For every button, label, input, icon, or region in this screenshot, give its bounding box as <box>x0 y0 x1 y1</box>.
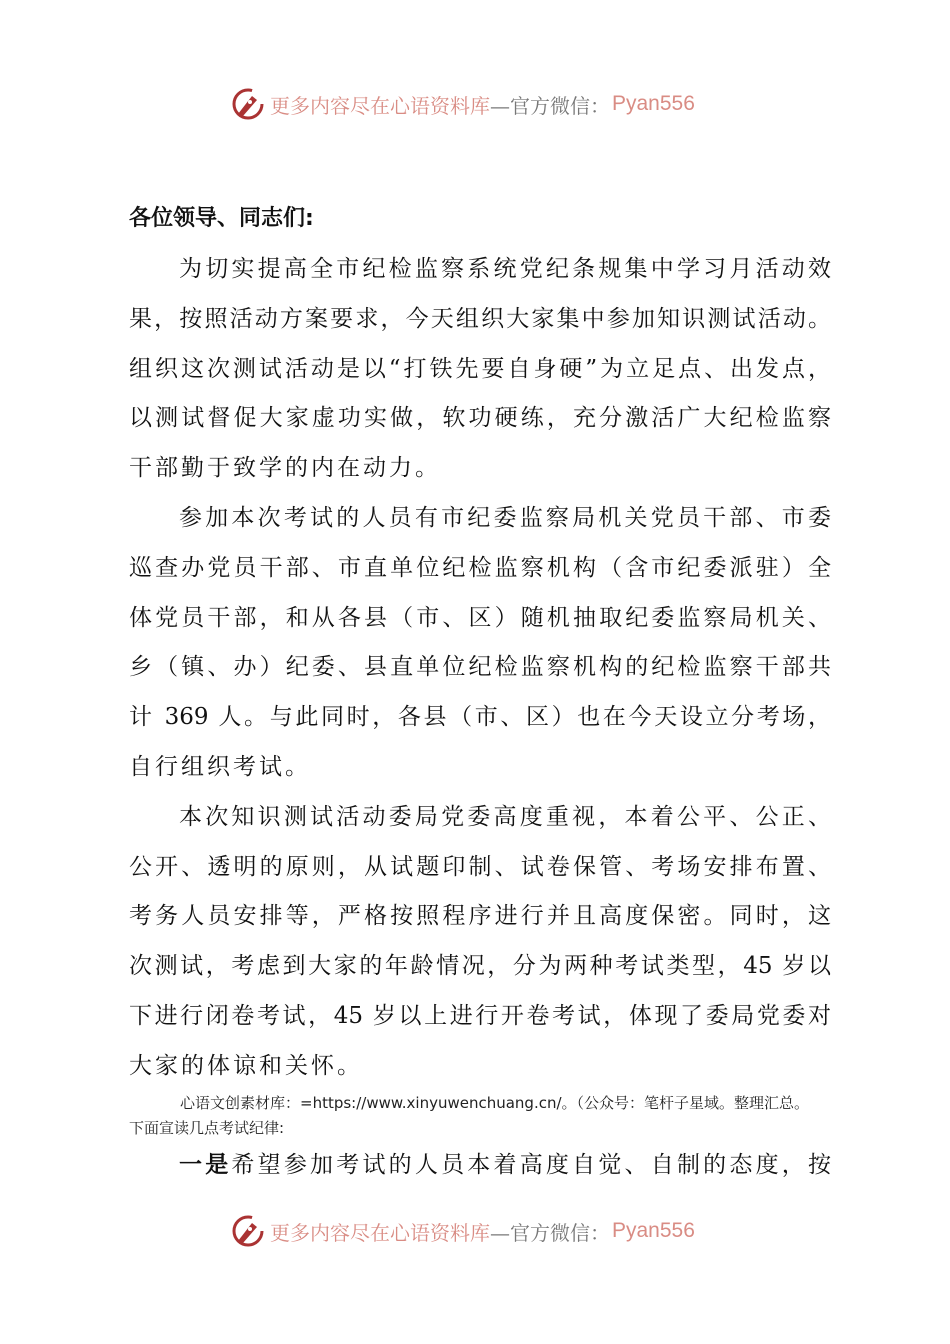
paragraph-line: 考务人员安排等，严格按照程序进行并且高度保密。同时，这 <box>129 903 831 930</box>
paragraph-line: 自行组织考试。 <box>129 754 311 780</box>
paragraph-line: 下进行闭卷考试，45 岁以上进行开卷考试，体现了委局党委对 <box>129 1003 831 1029</box>
paragraph-line: 次测试，考虑到大家的年龄情况，分为两种考试类型，45 岁以 <box>129 953 831 980</box>
greeting: 各位领导、同志们: <box>129 206 314 231</box>
paragraph-line: 公开、透明的原则，从试题印制、试卷保管、考场安排布置、 <box>129 853 831 880</box>
paragraph-line: 参加本次考试的人员有市纪委监察局机关党员干部、市委 <box>179 505 831 531</box>
banner-label: —官方微信： <box>490 1220 610 1245</box>
banner-text: 更多内容尽在心语资料库 <box>270 93 490 118</box>
paragraph-line: 体党员干部，和从各县（市、区）随机抽取纪委监察局机关、 <box>129 604 831 631</box>
paragraph-line: 组织这次测试活动是以“打铁先要自身硬”为立足点、出发点， <box>129 355 831 382</box>
paragraph-line: 计 369 人。与此同时，各县（市、区）也在今天设立分考场， <box>129 704 831 731</box>
lead-bold: 一是 <box>179 1152 232 1178</box>
lead-text: 希望参加考试的人员本着高度自觉、自制的态度，按 <box>231 1152 832 1178</box>
paragraph-line: 干部勤于致学的内在动力。 <box>129 455 441 482</box>
paragraph-line: 本次知识测试活动委局党委高度重视，本着公平、公正、 <box>179 803 831 830</box>
header-banner <box>230 84 720 124</box>
paragraph-line: 以测试督促大家虚功实做，软功硬练，充分激活广大纪检监察 <box>129 405 831 432</box>
paragraph-line: 巡查办党员干部、市直单位纪检监察机构（含市纪委派驻）全 <box>129 554 831 581</box>
source-note: 心语文创素材库：=https://www.xinyuwenchuang.cn/。（公众号：笔杆子星域。整理汇总。 <box>180 1094 810 1112</box>
banner-text: 更多内容尽在心语资料库 <box>270 1220 490 1245</box>
footer-banner <box>230 1211 720 1251</box>
paragraph-line: 果，按照活动方案要求，今天组织大家集中参加知识测试活动。 <box>129 305 831 332</box>
paragraph-line: 大家的体谅和关怀。 <box>129 1052 363 1079</box>
banner-wechat-id: Pyan556 <box>612 92 695 115</box>
paragraph-line <box>179 1150 831 1180</box>
intro-line: 下面宣读几点考试纪律: <box>129 1119 285 1137</box>
banner-label: —官方微信： <box>490 93 610 118</box>
pen-nib-logo-icon <box>230 1213 266 1249</box>
pen-nib-logo-icon <box>230 86 266 122</box>
paragraph-line: 为切实提高全市纪检监察系统党纪条规集中学习月活动效 <box>179 256 831 282</box>
paragraph-line: 乡（镇、办）纪委、县直单位纪检监察机构的纪检监察干部共 <box>129 654 831 681</box>
banner-wechat-id: Pyan556 <box>612 1219 695 1242</box>
